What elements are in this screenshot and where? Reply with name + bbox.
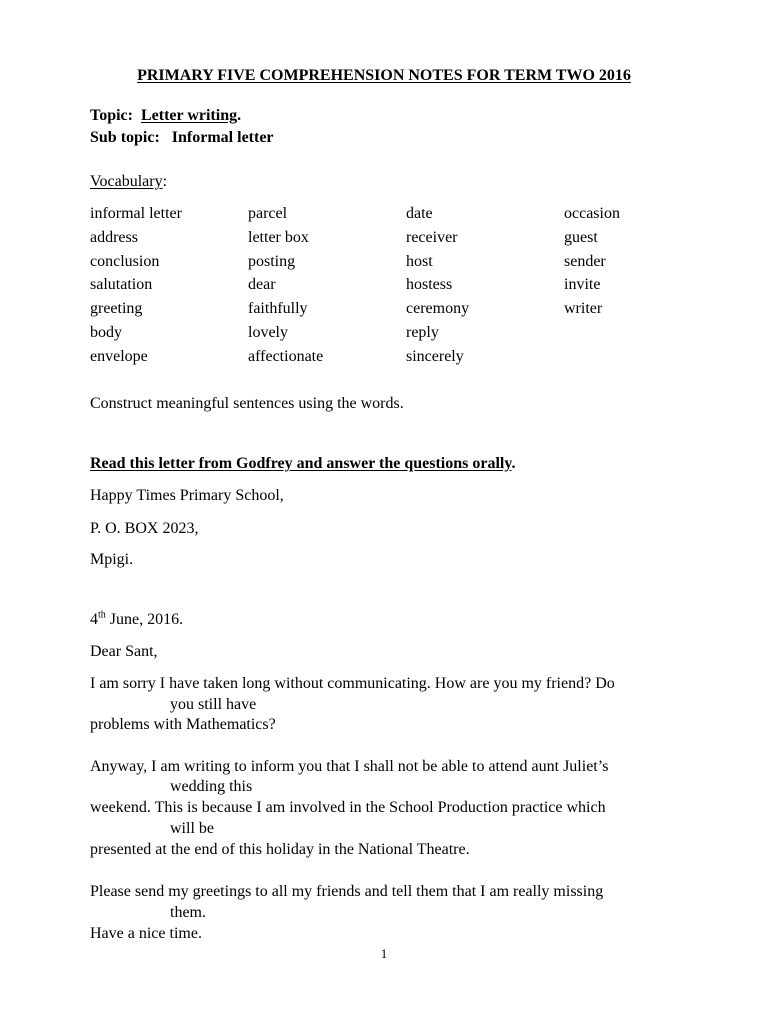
page-title: PRIMARY FIVE COMPREHENSION NOTES FOR TERM TWO 2016 — [137, 67, 631, 84]
vocab-word: letter box — [248, 228, 309, 246]
page-number: 1 — [380, 946, 388, 961]
topic-period: . — [237, 107, 242, 124]
vocab-word: occasion — [564, 205, 620, 222]
read-heading — [90, 454, 515, 474]
vocab-word: writer — [564, 300, 603, 318]
vocab-word: date — [406, 205, 433, 222]
letter-salutation: Dear Sant, — [90, 643, 158, 660]
vocab-word: lovely — [248, 323, 288, 341]
letter-line: Have a nice time. — [90, 925, 202, 942]
vocab-word: hostess — [406, 276, 453, 294]
vocab-word: body — [90, 323, 122, 341]
vocab-column-4 — [564, 204, 620, 323]
vocabulary-label: Vocabulary — [90, 173, 163, 190]
read-heading-period: . — [511, 455, 516, 472]
vocab-word: ceremony — [406, 300, 470, 318]
topic-colon: : — [127, 107, 133, 124]
letter-date — [90, 610, 183, 630]
vocab-word: greeting — [90, 300, 143, 318]
letter-line: weekend. This is because I am involved in the School Production practice which — [90, 799, 606, 816]
vocab-word: receiver — [406, 228, 458, 246]
vocab-word: parcel — [248, 205, 288, 222]
vocab-word: informal letter — [90, 205, 182, 222]
subtopic-value: Informal letter — [171, 129, 274, 146]
vocab-word: guest — [564, 228, 598, 246]
vocab-word: posting — [248, 252, 296, 270]
vocab-word: invite — [564, 276, 601, 294]
letter-line: problems with Mathematics? — [90, 716, 276, 733]
vocab-word: reply — [406, 323, 439, 341]
vocab-word: envelope — [90, 347, 148, 365]
vocab-word: conclusion — [90, 252, 160, 270]
topic-value: Letter writing — [140, 107, 238, 124]
vocab-word: dear — [248, 276, 276, 294]
subtopic-label: Sub topic: — [90, 129, 160, 146]
address-line-3: Mpigi. — [90, 551, 134, 568]
letter-line: you still have — [170, 696, 257, 713]
vocab-word: address — [90, 228, 138, 246]
read-heading-text: Read this letter from Godfrey and answer the questions orally — [90, 455, 512, 472]
date-suffix: th — [98, 609, 106, 621]
letter-line: presented at the end of this holiday in the National Theatre. — [90, 841, 470, 858]
address-line-1: Happy Times Primary School, — [90, 487, 284, 504]
letter-line: Please send my greetings to all my friends and tell them that I am really missing — [90, 883, 604, 900]
vocab-column-3 — [406, 204, 469, 371]
address-line-2: P. O. BOX 2023, — [90, 520, 199, 537]
vocab-column-1 — [90, 204, 182, 371]
vocab-word: faithfully — [248, 300, 308, 318]
instruction-text: Construct meaningful sentences using the words. — [90, 395, 404, 412]
letter-line: wedding this — [170, 778, 253, 795]
vocab-word: affectionate — [248, 347, 324, 365]
topic-line — [90, 106, 241, 126]
vocab-word: sender — [564, 252, 606, 270]
date-rest: June, 2016. — [105, 611, 184, 628]
vocab-column-2 — [248, 204, 323, 371]
letter-line: I am sorry I have taken long without communicating. How are you my friend? Do — [90, 675, 615, 692]
topic-label: Topic — [90, 107, 128, 124]
vocab-word: salutation — [90, 276, 153, 294]
vocab-word: host — [406, 252, 433, 270]
letter-line: them. — [170, 904, 206, 921]
vocabulary-heading — [90, 172, 167, 192]
vocabulary-colon: : — [162, 173, 168, 190]
letter-line: Anyway, I am writing to inform you that I shall not be able to attend aunt Juliet’s — [90, 758, 609, 775]
letter-line: will be — [170, 820, 214, 837]
subtopic-line — [90, 128, 274, 148]
vocab-word: sincerely — [406, 347, 464, 365]
date-day: 4 — [90, 611, 98, 628]
